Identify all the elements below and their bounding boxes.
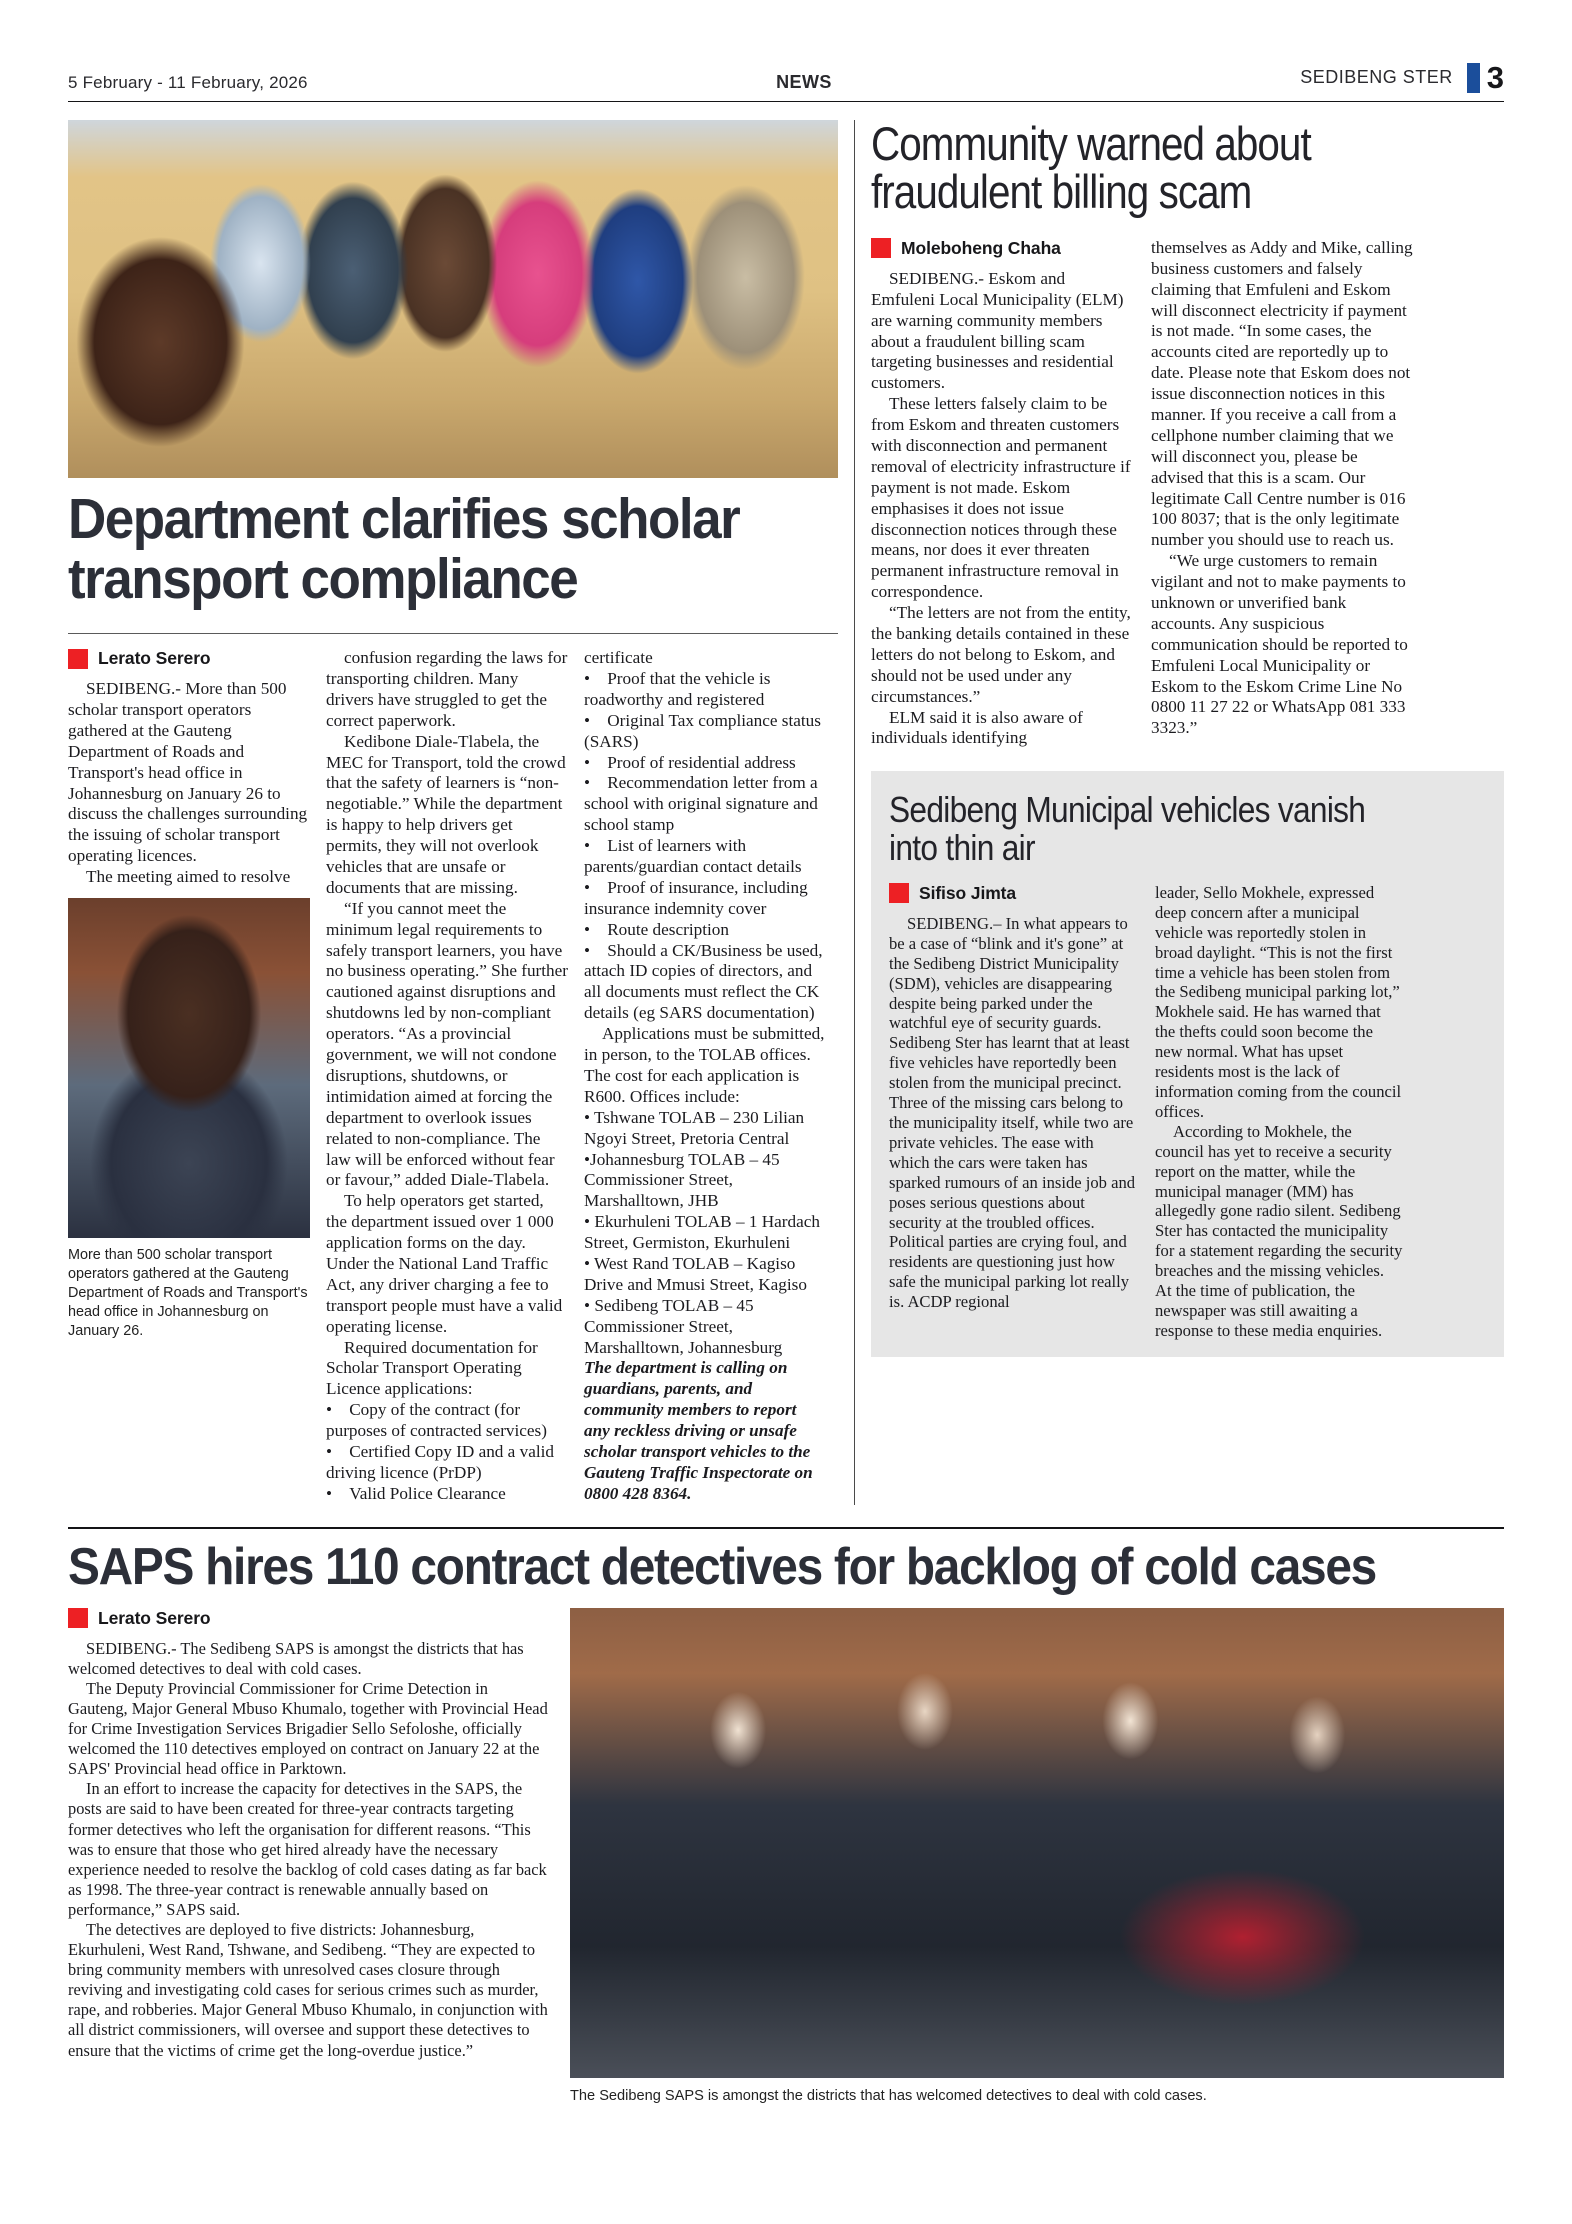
issue-date: 5 February - 11 February, 2026 bbox=[68, 73, 308, 92]
vehicles-col-2 bbox=[1155, 883, 1403, 1341]
lead-byline bbox=[68, 648, 310, 669]
masthead-divider bbox=[68, 101, 1504, 102]
paragraph: These letters falsely claim to be from Eskom and threaten customers with disconnection and permanent removal of electricity infrastructure if payment is not made. Eskom emphasises it does not issue disconnection notices through these means, nor does it ever threaten permanent infrastructure removal in correspondence. bbox=[871, 394, 1131, 602]
masthead bbox=[68, 0, 1504, 101]
paragraph: ELM said it is also aware of individuals identifying bbox=[871, 707, 1083, 748]
byline-marker-icon bbox=[68, 1608, 88, 1628]
section-label: NEWS bbox=[776, 72, 832, 92]
saps-story-headline: SAPS hires 110 contract detectives for backlog of cold cases bbox=[68, 1537, 1376, 1596]
byline-name: Lerato Serero bbox=[98, 648, 211, 669]
byline-name: Moleboheng Chaha bbox=[901, 237, 1061, 258]
vehicles-byline bbox=[889, 883, 1137, 904]
paragraph: Kedibone Diale-Tlabela, the MEC for Transport, told the crowd that the safety of learners is “non-negotiable.” While the department is happy to help drivers get permits, they will not overlook vehicles that are unsafe or documents that are missing. bbox=[326, 731, 566, 897]
appeal-text: The department is calling on guardians, parents, and community members to report any reckless driving or unsafe scholar transport vehicles to the Gauteng Traffic Inspectorate on 0800 428 8364. bbox=[584, 1358, 813, 1503]
paragraph: According to Mokhele, the council has yet to receive a security report on the matter, while the municipal manager (MM) has allegedly gone radio silent. Sedibeng Ster has contacted the municipality for a statement regarding the security breaches and the missing vehicles. At the time of publication, the newspaper was still awaiting a response to these media enquiries. bbox=[1155, 1121, 1403, 1340]
paragraph: SEDIBENG.- The Sedibeng SAPS is amongst the districts that has welcomed detectives to deal with cold cases. bbox=[68, 1638, 524, 1678]
list-item: • Copy of the contract (for purposes of contracted services) bbox=[326, 1400, 547, 1441]
scam-story-headline: Community warned about fraudulent billing scam bbox=[871, 117, 1311, 218]
byline-name: Lerato Serero bbox=[98, 1607, 211, 1628]
saps-group-photo bbox=[570, 1608, 1504, 2078]
paragraph: The detectives are deployed to five districts: Johannesburg, Ekurhuleni, West Rand, Tshwane, and Sedibeng. “They are expected to bring community members with unresolved cases closure through reviving and investigating cold cases for serious crimes such as murder, rape, and robberies. Major General Mbuso Khumalo, in conjunction with all district commissioners, will oversee and support these detectives to ensure that the victims of crime get the long-overdue justice.” bbox=[68, 1919, 548, 2060]
byline-marker-icon bbox=[68, 649, 88, 669]
vehicles-story-columns bbox=[889, 883, 1486, 1341]
list-item: • Route description bbox=[584, 919, 729, 939]
paragraph: SEDIBENG.– In what appears to be a case of “blink and it's gone” at the Sedibeng District Municipality (SDM), vehicles are disappearing despite being parked under the watchful eye of security guards. Sedibeng Ster has learnt that at least five vehicles have reportedly been stolen from the municipal precinct. Three of the missing cars belong to the municipality itself, while two are private vehicles. The ease with which the cars were taken has sparked rumours of an inside job and poses serious questions about security at the troubled offices. Political parties are crying foul, and residents are questioning just how safe the municipal parking lot really is. ACDP regional bbox=[889, 913, 1136, 1312]
saps-story-rule bbox=[68, 1527, 1504, 1529]
blue-bar-icon bbox=[1467, 63, 1480, 93]
saps-photo-caption: The Sedibeng SAPS is amongst the districts that has welcomed detectives to deal with cold cases. bbox=[570, 2087, 1207, 2104]
paragraph: certificate bbox=[584, 648, 653, 668]
list-item: • Should a CK/Business be used, attach ID copies of directors, and all documents must reflect the CK details (eg SARS documentation) bbox=[584, 940, 823, 1023]
saps-paragraphs bbox=[68, 1639, 548, 2061]
lead-photo-caption: More than 500 scholar transport operators gathered at the Gauteng Department of Roads and Transport's head office in Johannesburg on January 26. bbox=[68, 1247, 308, 1340]
lead-story-headline: Department clarifies scholar transport compliance bbox=[68, 487, 740, 611]
saps-text-column bbox=[68, 1608, 548, 2104]
paragraph: Applications must be submitted, in person, to the TOLAB offices. The cost for each application is R600. Offices include: bbox=[584, 1024, 825, 1106]
list-item: • Ekurhuleni TOLAB – 1 Hardach Street, Germiston, Ekurhuleni bbox=[584, 1212, 820, 1253]
column-divider bbox=[854, 120, 855, 1505]
saps-byline bbox=[68, 1608, 548, 1629]
lead-story-photo bbox=[68, 120, 838, 478]
list-item: • Proof that the vehicle is roadworthy and registered bbox=[584, 669, 771, 709]
paragraph: To help operators get started, the department issued over 1 000 application forms on the day. Under the National Land Traffic Act, any driver charging a fee to transport people must have a valid operating license. bbox=[326, 1191, 563, 1336]
list-item: • West Rand TOLAB – Kagiso Drive and Mmusi Street, Kagiso bbox=[584, 1253, 807, 1294]
paragraph: “The letters are not from the entity, the banking details contained in these letters do not belong to Eskom, and should not be used under any circumstances.” bbox=[871, 603, 1131, 706]
scam-col-1 bbox=[871, 238, 1133, 749]
list-item: • Tshwane TOLAB – 230 Lilian Ngoyi Street, Pretoria Central bbox=[584, 1107, 805, 1148]
masthead-right bbox=[1300, 62, 1504, 93]
saps-story bbox=[68, 1527, 1504, 2104]
byline-marker-icon bbox=[889, 883, 909, 903]
paragraph: SEDIBENG.- Eskom and Emfuleni Local Municipality (ELM) are warning community members about a fraudulent billing scam targeting businesses and residential customers. bbox=[871, 268, 1124, 393]
paragraph: confusion regarding the laws for transporting children. Many drivers have struggled to get the correct paperwork. bbox=[326, 648, 568, 730]
byline-marker-icon bbox=[871, 238, 891, 258]
paragraph: The Deputy Provincial Commissioner for Crime Detection in Gauteng, Major General Mbuso Khumalo, together with Provincial Head for Crime Investigation Services Brigadier Sello Sefoloshe, officially welcomed the 110 detectives employed on contract on January 22 at the SAPS' Provincial head office in Parktown. bbox=[68, 1678, 548, 1779]
lead-col-3 bbox=[584, 648, 826, 1505]
vehicles-col-1 bbox=[889, 883, 1137, 1341]
page-number-badge bbox=[1467, 62, 1504, 93]
right-column bbox=[871, 117, 1504, 1505]
lead-story-columns bbox=[68, 634, 838, 1505]
lead-col-2 bbox=[326, 648, 568, 1505]
list-item: • Proof of residential address bbox=[584, 752, 796, 772]
lead-story bbox=[68, 120, 838, 1505]
scam-col-2 bbox=[1151, 238, 1413, 749]
vehicles-story-headline: Sedibeng Municipal vehicles vanish into thin air bbox=[889, 789, 1366, 869]
paragraph: In an effort to increase the capacity for detectives in the SAPS, the posts are said to have been created for three-year contracts targeting former detectives who left the organisation for different reasons. “This was to ensure that those who get hired already have the necessary experience needed to resolve the backlog of cold cases dating as far back as 1998. The three-year contract is renewable annually based on performance,” SAPS said. bbox=[68, 1779, 547, 1919]
page-number: 3 bbox=[1486, 60, 1504, 95]
lead-col-1 bbox=[68, 648, 310, 1505]
list-item: • Certified Copy ID and a valid driving licence (PrDP) bbox=[326, 1441, 554, 1482]
paragraph: Required documentation for Scholar Transport Operating Licence applications: bbox=[326, 1337, 538, 1399]
paragraph: “If you cannot meet the minimum legal requirements to safely transport learners, you have no business operating.” She further cautioned against disruptions and shutdowns led by non-compliant operators. “As a provincial government, we will not condone disruptions, shutdowns, or intimidation aimed at forcing the department to overlook issues related to non-compliance. The law will be enforced without fear or favour,” added Diale-Tlabela. bbox=[326, 898, 569, 1190]
scam-story-columns bbox=[871, 238, 1504, 749]
publication-name: SEDIBENG STER bbox=[1300, 67, 1453, 87]
saps-story-body bbox=[68, 1608, 1504, 2104]
list-item: • List of learners with parents/guardian contact details bbox=[584, 836, 802, 877]
list-item: • Proof of insurance, including insurance indemnity cover bbox=[584, 877, 808, 918]
vehicles-story-box bbox=[871, 771, 1504, 1356]
paragraph: leader, Sello Mokhele, expressed deep concern after a municipal vehicle was reportedly stolen in broad daylight. “This is not the first time a vehicle has been stolen from the Sedibeng municipal parking lot,” Mokhele said. He has warned that the thefts could soon become the new normal. What has upset residents most is the lack of information coming from the council offices. bbox=[1155, 882, 1402, 1121]
list-item: • Original Tax compliance status (SARS) bbox=[584, 710, 821, 751]
list-item: •Johannesburg TOLAB – 45 Commissioner Street, Marshalltown, JHB bbox=[584, 1149, 780, 1211]
saps-photo-column bbox=[570, 1608, 1504, 2104]
byline-name: Sifiso Jimta bbox=[919, 882, 1017, 903]
list-item: • Sedibeng TOLAB – 45 Commissioner Street, Marshalltown, Johannesburg bbox=[584, 1295, 783, 1357]
paragraph: The meeting aimed to resolve bbox=[86, 867, 291, 887]
scam-byline bbox=[871, 238, 1133, 259]
paragraph: themselves as Addy and Mike, calling business customers and falsely claiming that Emfuleni and Eskom will disconnect electricity if payment is not made. “In some cases, the accounts cited are reportedly up to date. Please note that Eskom does not issue disconnection notices in this manner. If you receive a call from a cellphone number claiming that we will disconnect you, please be advised that this is a scam. Our legitimate Call Centre number is 016 100 8037; that is the only legitimate number you should use to reach us. bbox=[1151, 237, 1413, 550]
mec-portrait-photo bbox=[68, 898, 310, 1238]
list-item: • Valid Police Clearance bbox=[326, 1483, 506, 1503]
paragraph: “We urge customers to remain vigilant and not to make payments to unknown or unverified bank accounts. Any suspicious communication should be reported to Emfuleni Local Municipality or Eskom to the Eskom Crime Line No 0800 11 27 22 or WhatsApp 081 333 3323.” bbox=[1151, 551, 1408, 738]
top-block bbox=[68, 117, 1504, 1505]
list-item: • Recommendation letter from a school with original signature and school stamp bbox=[584, 773, 818, 835]
paragraph: SEDIBENG.- More than 500 scholar transport operators gathered at the Gauteng Department of Roads and Transport's head office in Johannesburg on January 26 to discuss the challenges surrounding the issuing of scholar transport operating licences. bbox=[68, 679, 308, 866]
